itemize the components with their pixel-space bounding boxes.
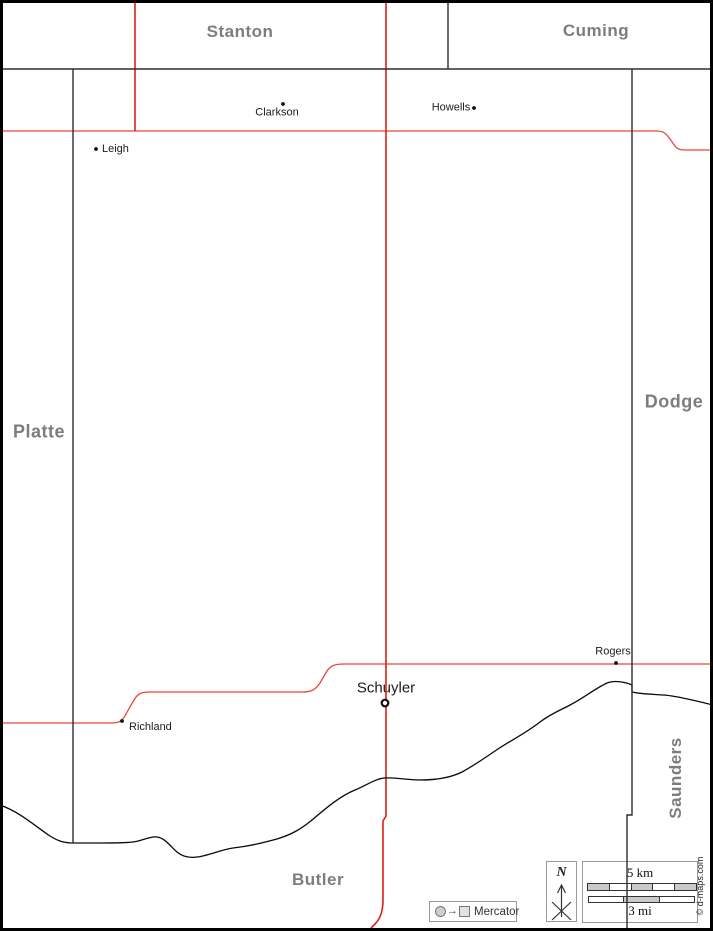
projection-globe-icon [435, 906, 446, 917]
projection-box [429, 901, 520, 922]
town-dot-rogers [614, 661, 618, 665]
town-dot-clarkson [281, 102, 285, 106]
county-label-stanton: Stanton [206, 22, 274, 41]
scale-segment [675, 884, 696, 890]
county-label-platte: Platte [12, 421, 66, 442]
town-label-richland: Richland [129, 721, 172, 733]
scale-km-label: 5 km [626, 865, 654, 880]
scale-bar-km [587, 883, 697, 891]
town-label-clarkson: Clarkson [255, 106, 299, 119]
map-frame [2, 2, 712, 930]
scale-segment [588, 884, 610, 890]
county-label-cuming: Cuming [562, 21, 630, 40]
town-dot-howells [472, 106, 476, 110]
town-label-leigh: Leigh [102, 143, 129, 155]
projection-plane-icon [459, 906, 470, 917]
projection-arrow-icon: → [447, 905, 458, 917]
scale-segment [632, 884, 654, 890]
county-label-butler: Butler [291, 870, 345, 889]
town-label-schuyler: Schuyler [356, 679, 416, 697]
projection-label: Mercator [474, 905, 520, 918]
road-lines-primary [135, 3, 386, 928]
town-label-howells: Howells [431, 101, 471, 114]
north-label: N [556, 865, 567, 880]
county-boundary-lines [0, 3, 713, 928]
compass-arrow-icon [547, 881, 576, 921]
town-label-rogers: Rogers [595, 645, 631, 658]
scale-bar-mi [588, 896, 695, 903]
town-dots [94, 102, 618, 723]
scale-segment [624, 897, 659, 902]
county-label-dodge: Dodge [644, 391, 704, 412]
road-lines-secondary [0, 131, 713, 723]
county-seat-marker-schuyler [382, 700, 389, 707]
scale-segment [660, 897, 694, 902]
scale-segment [610, 884, 632, 890]
town-dot-leigh [94, 147, 98, 151]
compass-box [546, 861, 577, 922]
scale-box [582, 861, 698, 923]
scale-segment [589, 897, 624, 902]
scale-segment [653, 884, 675, 890]
platte-river-line [0, 679, 713, 858]
town-dot-richland [120, 719, 124, 723]
county-label-saunders: Saunders [666, 737, 685, 819]
scale-mi-label: 3 mi [628, 903, 652, 918]
copyright-text: © d-maps.com [695, 856, 705, 916]
